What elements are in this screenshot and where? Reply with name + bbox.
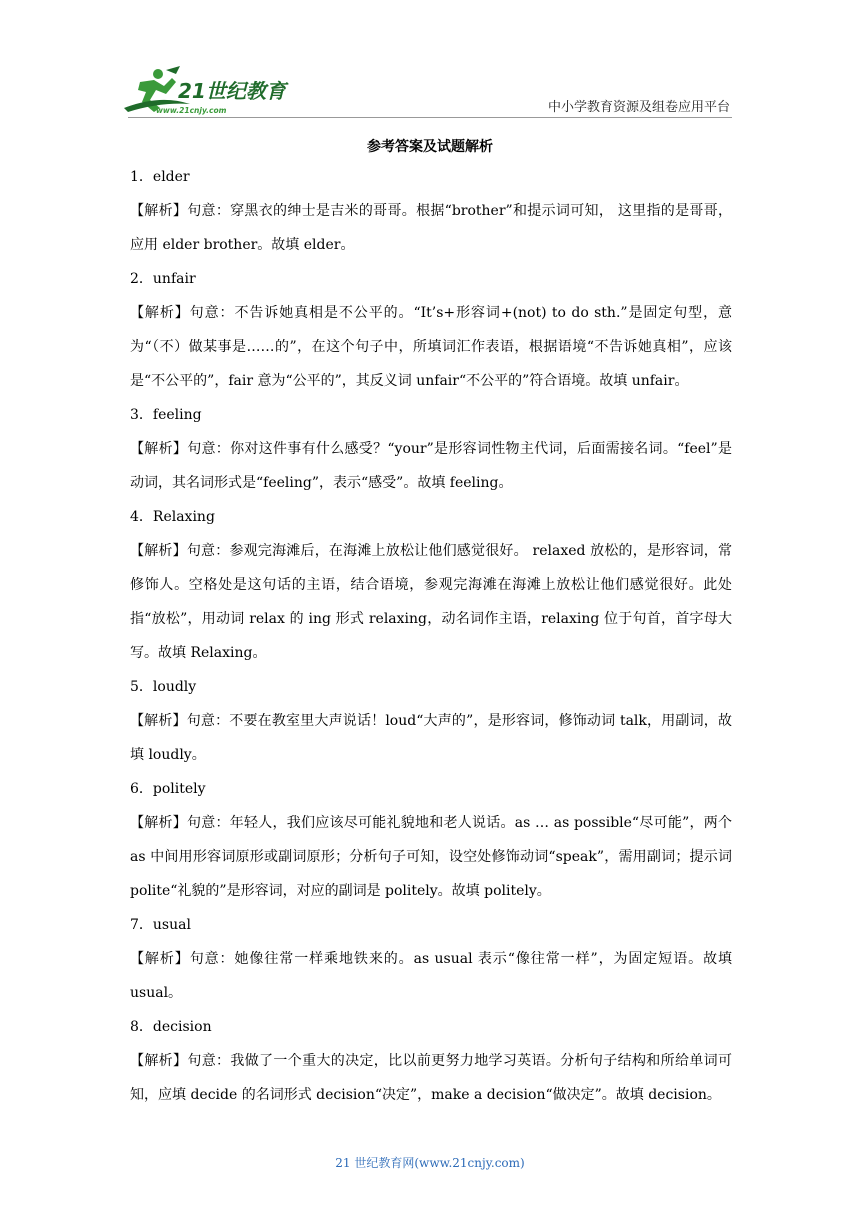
explanation-text: 【解析】句意：我做了一个重大的决定，比以前更努力地学习英语。分析句子结构和所给单词可知，应填 decide 的名词形式 decision“决定”，make a decision“做决定”。故填 decision。: [130, 1053, 732, 1103]
explanation-text: 【解析】句意：年轻人，我们应该尽可能礼貌地和老人说话。as … as possible“尽可能”，两个 as 中间用形容词原形或副词原形；分析句子可知，设空处修饰动词“speak”，需用副词；提示词 polite“礼貌的”是形容词，对应的副词是 politely。故填 politely。: [130, 815, 732, 899]
answer-text: 8．decision: [130, 1019, 212, 1035]
answer-text: 7．usual: [130, 917, 191, 933]
answer-text: 6．politely: [130, 781, 206, 797]
answer-item-6: [130, 772, 732, 908]
page-footer[interactable]: 21 世纪教育网(www.21cnjy.com): [335, 1156, 525, 1170]
answer-text: 3．feeling: [130, 407, 202, 423]
answer-item-7: [130, 908, 732, 1010]
explanation-text: 【解析】句意：她像往常一样乘地铁来的。as usual 表示“像往常一样”，为固定短语。故填 usual。: [130, 951, 732, 1001]
platform-name: 中小学教育资源及组卷应用平台: [547, 100, 730, 115]
answer-item-3: [130, 398, 732, 500]
explanation-text: 【解析】句意：不告诉她真相是不公平的。“It’s+形容词+(not) to do sth.”是固定句型，意为“（不）做某事是……的”，在这个句子中，所填词汇作表语，根据语境“不告诉她真相”，应该是“不公平的”，fair 意为“公平的”，其反义词 unfair“不公平的”符合语境。故填 unfair。: [130, 305, 732, 389]
logo-url-text: www.21cnjy.com: [156, 106, 227, 115]
explanation-text: 【解析】句意：不要在教室里大声说话！loud“大声的”，是形容词，修饰动词 talk，用副词，故填 loudly。: [130, 713, 732, 763]
header-divider: [128, 117, 732, 118]
explanation-text: 【解析】句意：参观完海滩后，在海滩上放松让他们感觉很好。 relaxed 放松的，是形容词，常修饰人。空格处是这句话的主语，结合语境，参观完海滩在海滩上放松让他们感觉很好。此处指“放松”，用动词 relax 的 ing 形式 relaxing，动名词作主语，relaxing 位于句首，首字母大写。故填 Relaxing。: [130, 543, 732, 661]
runner-logo-icon: [120, 64, 290, 116]
answer-text: 1．elder: [130, 169, 190, 185]
answer-text: 4．Relaxing: [130, 509, 215, 525]
document-title: 参考答案及试题解析: [367, 139, 493, 155]
explanation-text: 【解析】句意：你对这件事有什么感受？“your”是形容词性物主代词，后面需接名词。“feel”是动词，其名词形式是“feeling”，表示“感受”。故填 feeling。: [130, 441, 732, 491]
page-header: [0, 0, 860, 120]
answer-item-1: [130, 160, 732, 262]
answer-item-5: [130, 670, 732, 772]
answer-text: 2．unfair: [130, 271, 196, 287]
site-logo: [120, 64, 290, 116]
answer-list: [130, 160, 732, 1112]
explanation-text: 【解析】句意：穿黑衣的绅士是吉米的哥哥。根据“brother”和提示词可知， 这里指的是哥哥，应用 elder brother。故填 elder。: [130, 203, 732, 253]
answer-item-4: [130, 500, 732, 670]
logo-main-text: 21世纪教育: [178, 79, 286, 103]
answer-text: 5．loudly: [130, 679, 197, 695]
answer-item-2: [130, 262, 732, 398]
answer-item-8: [130, 1010, 732, 1112]
